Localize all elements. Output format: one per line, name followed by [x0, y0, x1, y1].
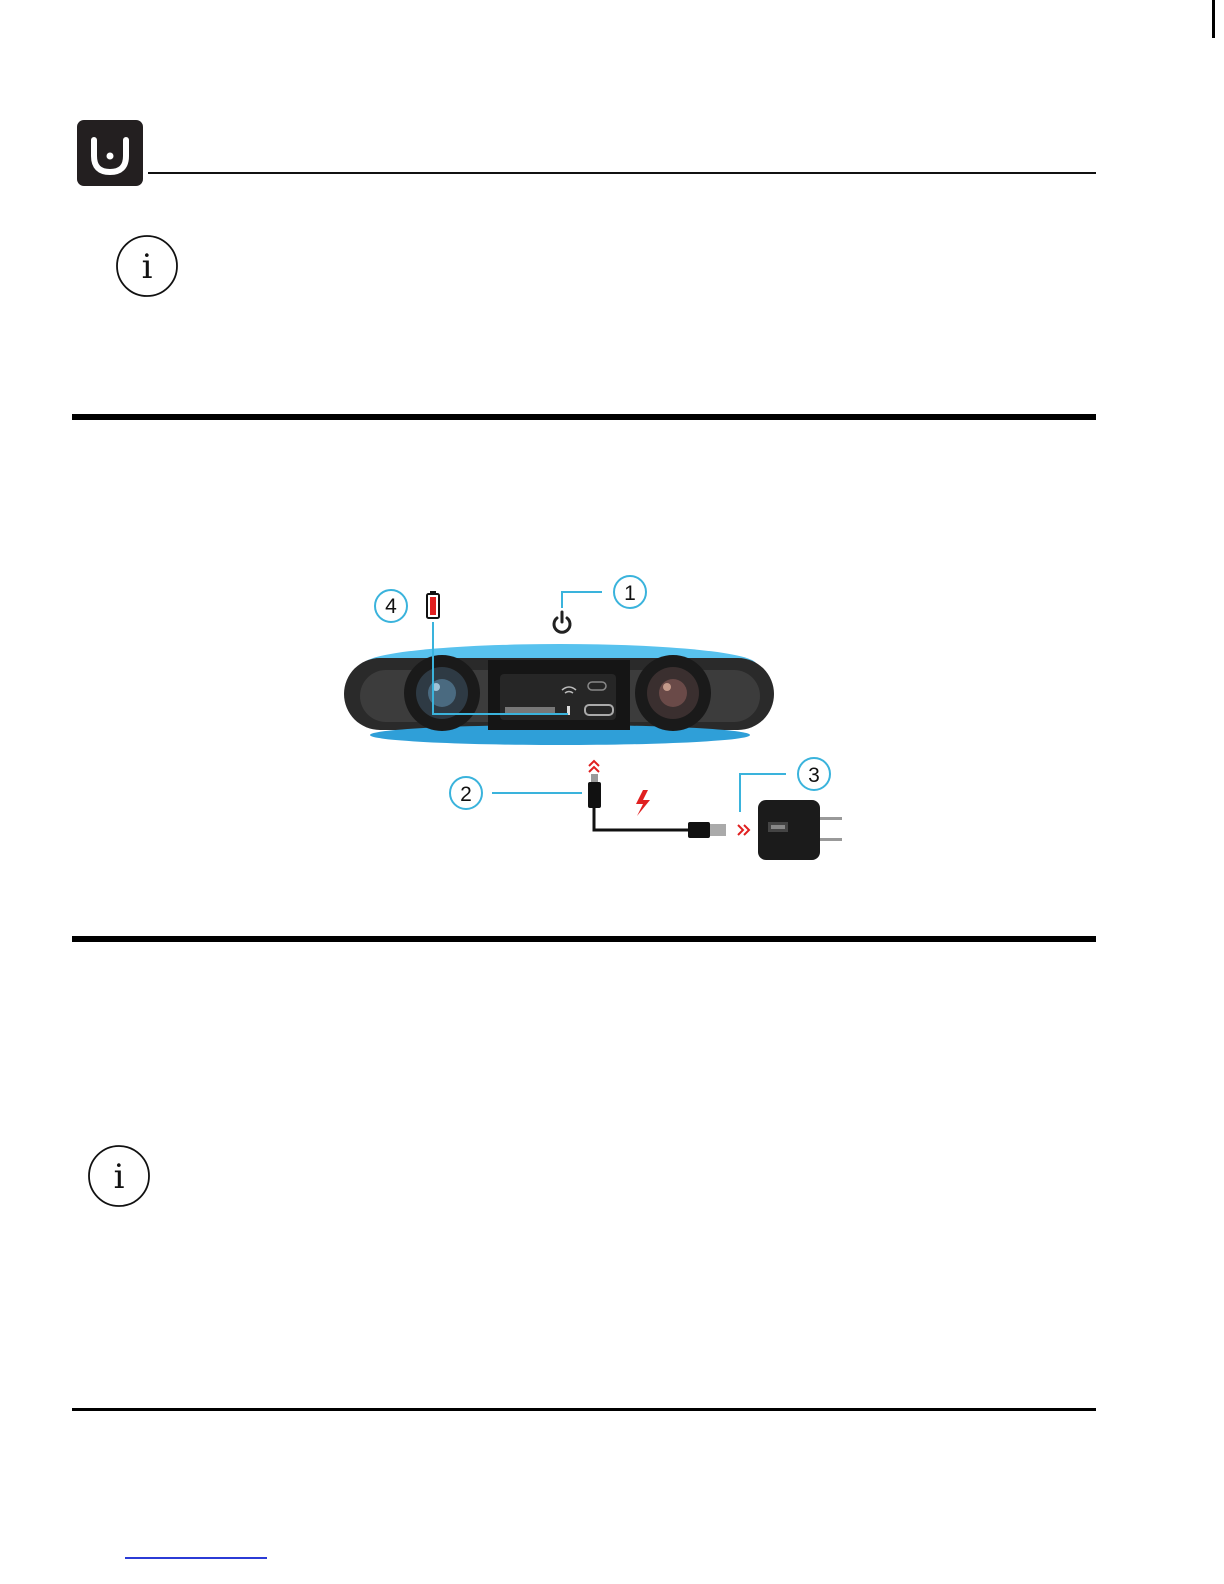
callout-3 [798, 758, 830, 790]
callout-2 [450, 777, 482, 809]
charging-diagram [330, 560, 870, 870]
callout-1 [614, 576, 646, 608]
battery-icon [427, 591, 439, 618]
header-rule [148, 172, 1096, 174]
up-chevron-icon [589, 761, 599, 772]
section-rule-2 [72, 936, 1096, 942]
svg-text:i: i [141, 247, 153, 287]
callout-number: 1 [624, 582, 636, 605]
callout-number: 2 [460, 783, 472, 806]
usb-a-plug [688, 822, 726, 838]
callout-number: 4 [385, 595, 397, 618]
footer-link-underline[interactable] [125, 1557, 267, 1559]
left-lens [404, 655, 480, 731]
page-corner-mark [1212, 0, 1215, 38]
info-circle-icon [88, 1145, 150, 1207]
port-panel [488, 660, 630, 730]
brand-logo-icon [77, 120, 143, 186]
wall-adapter [758, 800, 842, 860]
camera-device [344, 644, 774, 745]
right-lens [635, 655, 711, 731]
section-rule-1 [72, 414, 1096, 420]
callout-number: 3 [808, 764, 820, 787]
power-icon [554, 612, 570, 632]
usb-cable [594, 808, 690, 830]
section-rule-3 [72, 1408, 1096, 1411]
callout-4 [375, 590, 407, 622]
right-chevron-icon [738, 825, 749, 835]
svg-text:i: i [113, 1157, 125, 1197]
info-circle-icon [116, 235, 178, 297]
lightning-bolt-icon [636, 790, 650, 816]
callout-1-leader [562, 592, 602, 608]
micro-usb-plug [588, 774, 601, 808]
